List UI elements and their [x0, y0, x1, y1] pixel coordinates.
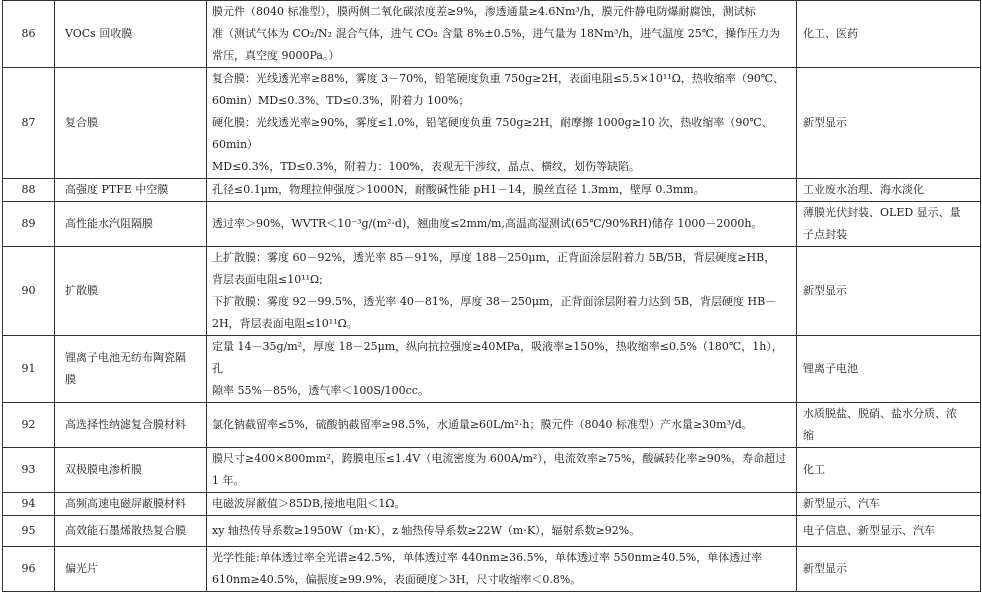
requirement-line: 隙率 55%－85%，透气率＜100S/100cc。: [212, 384, 429, 397]
product-name: 偏光片: [65, 562, 98, 575]
requirements-cell: [207, 547, 797, 592]
application-line: 化工: [803, 463, 825, 476]
application-line: 薄膜光伏封装、OLED 显示、量: [803, 206, 961, 219]
product-name: 扩散膜: [65, 284, 98, 297]
requirement-line: 上扩散膜：雾度 60－92%，透光率 85－91%，厚度 188－250μm，正背面涂层附着力 5B/5B，背层硬度≥HB，: [212, 251, 776, 264]
application-cell: [797, 403, 981, 448]
application-line: 化工、医药: [803, 27, 858, 40]
requirements-cell: [207, 493, 797, 516]
product-name: 高性能水汽阻隔膜: [65, 217, 153, 230]
table-row: [3, 448, 981, 493]
product-name-cell: [55, 1, 207, 68]
row-number: 87: [3, 68, 55, 179]
requirement-line: 2H，背层表面电阻≤10¹¹Ω。: [212, 317, 358, 330]
application-line: 电子信息、新型显示、汽车: [803, 524, 935, 537]
product-name-cell: [55, 202, 207, 247]
requirements-cell: [207, 247, 797, 336]
spec-table: [2, 0, 981, 592]
product-name-cell: [55, 179, 207, 202]
requirement-line: 常压，真空度 9000Pa。）: [212, 49, 340, 62]
application-line: 锂离子电池: [803, 362, 858, 375]
table-row: [3, 493, 981, 516]
product-name: 高强度 PTFE 中空膜: [65, 183, 169, 196]
table-row: [3, 547, 981, 592]
product-name-cell: [55, 336, 207, 403]
application-line: 缩: [803, 429, 814, 442]
requirements-cell: [207, 403, 797, 448]
requirement-line: 光学性能:单体透过率全光谱≥42.5%，单体透过率 440nm≥36.5%，单体透过率 550nm≥40.5%，单体透过率: [212, 551, 763, 564]
application-cell: [797, 202, 981, 247]
requirement-line: 膜元件（8040 标准型），膜两侧二氧化碳浓度差≥9%，渗透通量≥4.6Nm³/h，膜元件静电防爆耐腐蚀，测试标: [212, 5, 756, 18]
row-number: 89: [3, 202, 55, 247]
application-line: 子点封装: [803, 228, 847, 241]
row-number: 94: [3, 493, 55, 516]
requirements-cell: [207, 448, 797, 493]
product-name: 高效能石墨烯散热复合膜: [65, 524, 186, 537]
application-line: 水质脱盐、脱硝、盐水分质、浓: [803, 407, 957, 420]
row-number: 91: [3, 336, 55, 403]
application-line: 新型显示、汽车: [803, 497, 880, 510]
product-name-cell: [55, 493, 207, 516]
application-line: 新型显示: [803, 284, 847, 297]
table-row: [3, 179, 981, 202]
application-line: 新型显示: [803, 562, 847, 575]
application-cell: [797, 448, 981, 493]
product-name: 复合膜: [65, 116, 98, 129]
product-name: VOCs 回收膜: [65, 27, 133, 40]
table-row: [3, 1, 981, 68]
application-line: 工业废水治理、海水淡化: [803, 183, 924, 196]
product-name-cell: [55, 403, 207, 448]
table-row: [3, 68, 981, 179]
product-name-cell: [55, 247, 207, 336]
application-cell: [797, 493, 981, 516]
requirement-line: 氯化钠截留率≤5%，硫酸钠截留率≥98.5%，水通量≥60L/m²·h；膜元件（8040 标准型）产水量≥30m³/d。: [212, 418, 753, 431]
requirement-line: 定量 14－35g/m²，厚度 18－25μm，纵向抗拉强度≥40MPa，吸液率≥150%，热收缩率≤0.5%（180℃，1h），孔: [212, 340, 783, 375]
requirement-line: 膜尺寸≥400×800mm²，跨膜电压≤1.4V（电流密度为 600A/m²），电流效率≥75%，酸碱转化率≥90%，寿命超过: [212, 452, 787, 465]
row-number: 96: [3, 547, 55, 592]
requirement-line: 下扩散膜：雾度 92－99.5%，透光率 40－81%，厚度 38－250μm，正背面涂层附着力达到 5B，背层硬度 HB－: [212, 295, 777, 308]
table-row: [3, 336, 981, 403]
product-name-cell: [55, 547, 207, 592]
requirement-line: 准（测试气体为 CO₂/N₂ 混合气体，进气 CO₂ 含量 8%±0.5%，进气量为 18Nm³/h，进气温度 25℃，操作压力为: [212, 27, 781, 40]
table-row: [3, 403, 981, 448]
product-name-cell: [55, 68, 207, 179]
row-number: 93: [3, 448, 55, 493]
product-name: 高选择性纳滤复合膜材料: [65, 418, 186, 431]
application-cell: [797, 68, 981, 179]
requirement-line: 复合膜：光线透光率≥88%，雾度 3－70%，铅笔硬度负重 750g≥2H，表面电阻≤5.5×10¹¹Ω，热收缩率（90℃、: [212, 72, 785, 85]
requirement-line: 透过率＞90%，WVTR＜10⁻³g/(m²·d)，翘曲度≤2mm/m,高温高湿测试(65℃/90%RH)储存 1000－2000h。: [212, 217, 763, 230]
requirement-line: 孔径≤0.1μm，物理拉伸强度＞1000N，耐酸碱性能 pH1－14，膜丝直径 1.3mm，壁厚 0.3mm。: [212, 183, 705, 196]
requirements-cell: [207, 68, 797, 179]
row-number: 86: [3, 1, 55, 68]
requirements-cell: [207, 179, 797, 202]
application-cell: [797, 179, 981, 202]
row-number: 95: [3, 516, 55, 547]
requirement-line: 610nm≥40.5%，偏振度≥99.9%，表面硬度＞3H，尺寸收缩率＜0.8%。: [212, 573, 582, 586]
requirement-line: 电磁波屏蔽值＞85DB,接地电阻＜1Ω。: [212, 497, 406, 510]
product-name-cell: [55, 448, 207, 493]
requirement-line: xy 轴热传导系数≥1950W（m·K），z 轴热传导系数≥22W（m·K），辐射系数≥92%。: [212, 524, 641, 537]
table-row: [3, 247, 981, 336]
requirements-cell: [207, 336, 797, 403]
requirements-cell: [207, 202, 797, 247]
application-cell: [797, 1, 981, 68]
product-name: 膜: [65, 373, 76, 386]
row-number: 88: [3, 179, 55, 202]
requirement-line: 硬化膜：光线透光率≥90%，雾度≤1.0%，铅笔硬度负重 750g≥2H，耐摩擦 1000g≥10 次，热收缩率（90℃、60min）: [212, 116, 773, 151]
table-row: [3, 202, 981, 247]
application-cell: [797, 247, 981, 336]
row-number: 90: [3, 247, 55, 336]
product-name: 锂离子电池无纺布陶瓷隔: [65, 351, 186, 364]
requirement-line: MD≤0.3%，TD≤0.3%，附着力：100%，表观无干涉纹，晶点、横纹，划伤等缺陷。: [212, 160, 641, 173]
requirement-line: 1 年。: [212, 474, 245, 487]
product-name: 高频高速电磁屏蔽膜材料: [65, 497, 186, 510]
product-name: 双极膜电渗析膜: [65, 463, 142, 476]
application-line: 新型显示: [803, 116, 847, 129]
row-number: 92: [3, 403, 55, 448]
application-cell: [797, 547, 981, 592]
application-cell: [797, 336, 981, 403]
requirement-line: 背层表面电阻≤10¹¹Ω;: [212, 273, 323, 286]
requirement-line: 60min）MD≤0.3%、TD≤0.3%，附着力 100%；: [212, 94, 470, 107]
requirements-cell: [207, 1, 797, 68]
